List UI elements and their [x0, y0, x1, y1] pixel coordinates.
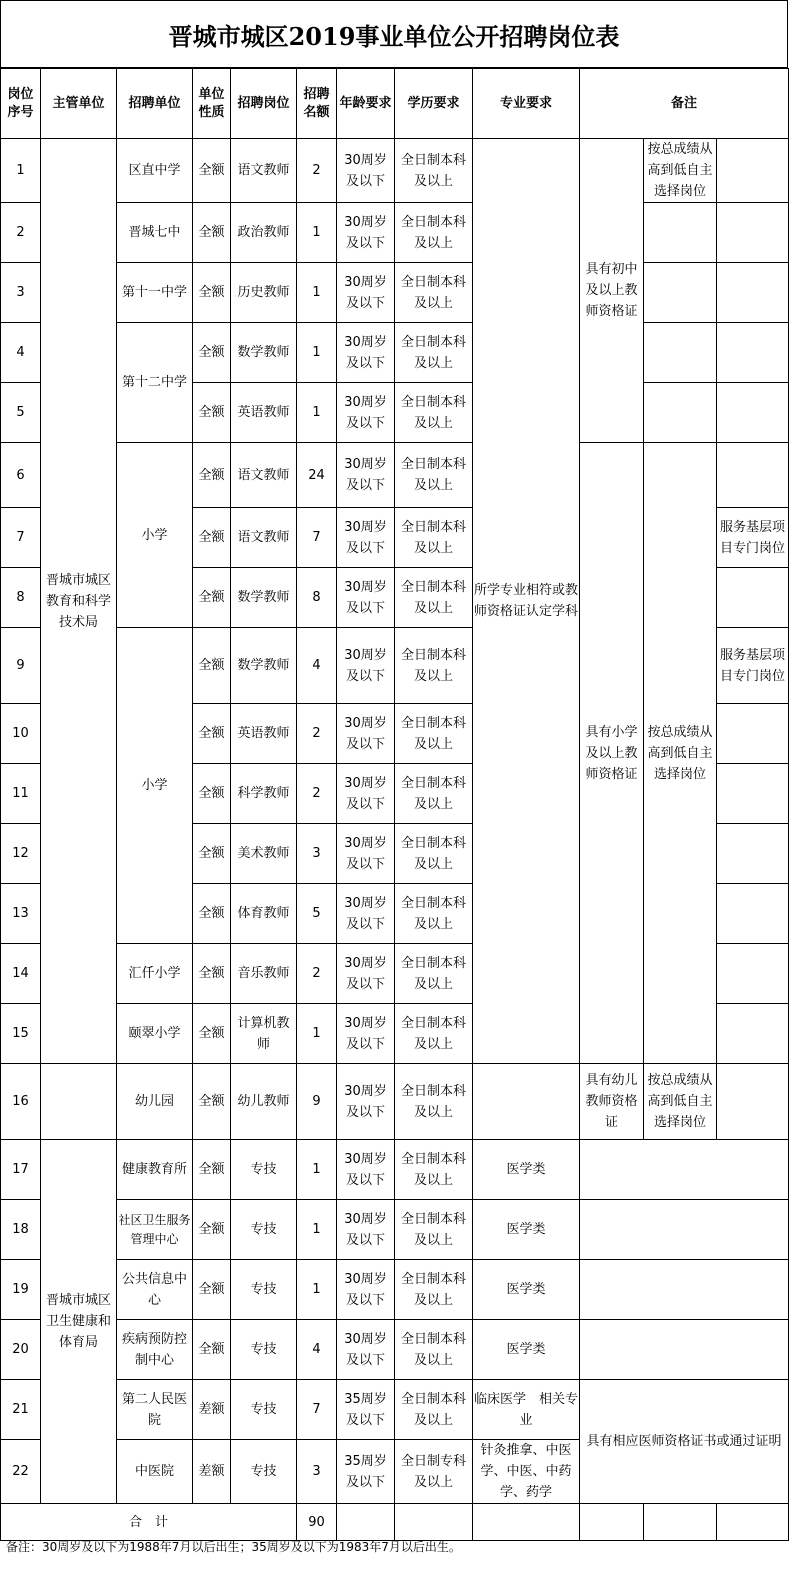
cell-unit: 健康教育所: [117, 1140, 193, 1200]
cell-age: 30周岁及以下: [337, 443, 395, 508]
cell-age: 30周岁及以下: [337, 383, 395, 443]
table-row: [1, 203, 789, 263]
cell-remark: [644, 263, 717, 323]
cell-unit: 区直中学: [117, 139, 193, 203]
cell-age: 35周岁及以下: [337, 1440, 395, 1504]
cell-seq: 2: [1, 203, 41, 263]
total-edu: [395, 1504, 473, 1541]
cell-age: 30周岁及以下: [337, 628, 395, 704]
cell-nature: 全额: [193, 383, 231, 443]
cell-unit: 第十二中学: [117, 323, 193, 443]
cell-seq: 11: [1, 764, 41, 824]
table-row: [1, 1064, 789, 1140]
cell-edu: 全日制本科及以上: [395, 323, 473, 383]
cell-edu: 全日制本科及以上: [395, 1004, 473, 1064]
table-row: [1, 443, 789, 508]
cell-unit: 晋城七中: [117, 203, 193, 263]
cell-nature: 全额: [193, 704, 231, 764]
cell-remark: 按总成绩从高到低自主选择岗位: [644, 443, 717, 1064]
cell-edu: 全日制本科及以上: [395, 568, 473, 628]
cell-remark-extra: [717, 704, 789, 764]
cell-remark-extra: [717, 944, 789, 1004]
cell-seq: 20: [1, 1320, 41, 1380]
cell-edu: 全日制本科及以上: [395, 139, 473, 203]
total-remark: [644, 1504, 717, 1541]
cell-post: 数学教师: [231, 568, 297, 628]
cell-nature: 全额: [193, 1064, 231, 1140]
header-unit: 招聘单位: [117, 69, 193, 139]
cell-count: 2: [297, 944, 337, 1004]
cell-edu: 全日制本科及以上: [395, 1380, 473, 1440]
cell-age: 30周岁及以下: [337, 1200, 395, 1260]
cell-post: 英语教师: [231, 383, 297, 443]
cell-post: 数学教师: [231, 628, 297, 704]
cell-count: 1: [297, 203, 337, 263]
cell-remark: [580, 1260, 789, 1320]
table-row: [1, 1320, 789, 1380]
cell-major: 所学专业相符或教师资格证认定学科: [473, 139, 580, 1064]
cell-major: 医学类: [473, 1260, 580, 1320]
cell-unit: 小学: [117, 443, 193, 628]
cell-age: 30周岁及以下: [337, 568, 395, 628]
cell-post: 计算机教师: [231, 1004, 297, 1064]
footnote: 备注：30周岁及以下为1988年7月以后出生；35周岁及以下为1983年7月以后出生。: [6, 1540, 461, 1554]
cell-edu: 全日制本科及以上: [395, 764, 473, 824]
cell-age: 30周岁及以下: [337, 1140, 395, 1200]
header-count: 招聘名额: [297, 69, 337, 139]
cell-remark-extra: [717, 884, 789, 944]
cell-unit: 汇仟小学: [117, 944, 193, 1004]
cell-count: 9: [297, 1064, 337, 1140]
cell-edu: 全日制专科及以上: [395, 1440, 473, 1504]
header-remark: 备注: [580, 69, 789, 139]
cell-seq: 15: [1, 1004, 41, 1064]
cell-nature: 全额: [193, 824, 231, 884]
cell-major: 针灸推拿、中医学、中医、中药学、药学: [473, 1440, 580, 1504]
cell-nature: 全额: [193, 1004, 231, 1064]
cell-post: 政治教师: [231, 203, 297, 263]
header-age: 年龄要求: [337, 69, 395, 139]
cell-count: 1: [297, 1200, 337, 1260]
cell-post: 科学教师: [231, 764, 297, 824]
cell-count: 2: [297, 139, 337, 203]
cell-unit: 幼儿园: [117, 1064, 193, 1140]
cell-nature: 差额: [193, 1380, 231, 1440]
cell-qual: 具有初中及以上教师资格证: [580, 139, 644, 443]
total-qual: [580, 1504, 644, 1541]
cell-age: 30周岁及以下: [337, 508, 395, 568]
cell-post: 专技: [231, 1380, 297, 1440]
cell-unit: 社区卫生服务管理中心: [117, 1200, 193, 1260]
cell-unit: 疾病预防控制中心: [117, 1320, 193, 1380]
cell-nature: 全额: [193, 508, 231, 568]
cell-edu: 全日制本科及以上: [395, 824, 473, 884]
cell-edu: 全日制本科及以上: [395, 1140, 473, 1200]
cell-seq: 6: [1, 443, 41, 508]
cell-post: 历史教师: [231, 263, 297, 323]
cell-nature: 全额: [193, 1320, 231, 1380]
cell-nature: 全额: [193, 568, 231, 628]
cell-remark: [644, 203, 717, 263]
cell-unit: 公共信息中心: [117, 1260, 193, 1320]
table-row: [1, 263, 789, 323]
cell-seq: 9: [1, 628, 41, 704]
cell-seq: 22: [1, 1440, 41, 1504]
cell-age: 30周岁及以下: [337, 1004, 395, 1064]
cell-unit: 颐翠小学: [117, 1004, 193, 1064]
table-row: [1, 1200, 789, 1260]
cell-edu: 全日制本科及以上: [395, 1320, 473, 1380]
cell-nature: 全额: [193, 944, 231, 1004]
header-edu: 学历要求: [395, 69, 473, 139]
cell-age: 30周岁及以下: [337, 824, 395, 884]
cell-seq: 21: [1, 1380, 41, 1440]
cell-count: 1: [297, 263, 337, 323]
cell-seq: 18: [1, 1200, 41, 1260]
cell-post: 语文教师: [231, 443, 297, 508]
cell-age: 30周岁及以下: [337, 263, 395, 323]
cell-remark: 按总成绩从高到低自主选择岗位: [644, 1064, 717, 1140]
cell-count: 1: [297, 1140, 337, 1200]
cell-remark-extra: [717, 383, 789, 443]
cell-edu: 全日制本科及以上: [395, 944, 473, 1004]
cell-count: 5: [297, 884, 337, 944]
cell-age: 30周岁及以下: [337, 704, 395, 764]
cell-nature: 全额: [193, 443, 231, 508]
recruitment-table: [0, 68, 789, 1541]
cell-seq: 19: [1, 1260, 41, 1320]
cell-dept: 晋城市城区教育和科学技术局: [41, 139, 117, 1064]
cell-nature: 全额: [193, 628, 231, 704]
cell-nature: 全额: [193, 884, 231, 944]
cell-qual: 具有小学及以上教师资格证: [580, 443, 644, 1064]
cell-qual: 具有相应医师资格证书或通过证明: [580, 1380, 789, 1504]
cell-remark: [580, 1200, 789, 1260]
cell-edu: 全日制本科及以上: [395, 1064, 473, 1140]
cell-nature: 全额: [193, 764, 231, 824]
header-post: 招聘岗位: [231, 69, 297, 139]
cell-post: 专技: [231, 1320, 297, 1380]
cell-unit: 中医院: [117, 1440, 193, 1504]
cell-edu: 全日制本科及以上: [395, 383, 473, 443]
cell-unit: 第十一中学: [117, 263, 193, 323]
cell-edu: 全日制本科及以上: [395, 1200, 473, 1260]
cell-seq: 4: [1, 323, 41, 383]
cell-nature: 全额: [193, 1140, 231, 1200]
cell-major: 医学类: [473, 1320, 580, 1380]
cell-post: 英语教师: [231, 704, 297, 764]
cell-remark-extra: [717, 263, 789, 323]
header-row: [1, 69, 789, 139]
cell-edu: 全日制本科及以上: [395, 443, 473, 508]
cell-post: 语文教师: [231, 508, 297, 568]
cell-seq: 7: [1, 508, 41, 568]
cell-age: 30周岁及以下: [337, 139, 395, 203]
cell-remark-extra: [717, 568, 789, 628]
table-row: [1, 1140, 789, 1200]
cell-count: 2: [297, 764, 337, 824]
cell-edu: 全日制本科及以上: [395, 508, 473, 568]
header-dept: 主管单位: [41, 69, 117, 139]
cell-seq: 5: [1, 383, 41, 443]
cell-count: 1: [297, 1004, 337, 1064]
cell-edu: 全日制本科及以上: [395, 628, 473, 704]
total-value: 90: [297, 1504, 337, 1541]
cell-remark: [580, 1140, 789, 1200]
cell-qual: 具有幼儿教师资格证: [580, 1064, 644, 1140]
cell-remark-extra: [717, 1004, 789, 1064]
cell-age: 35周岁及以下: [337, 1380, 395, 1440]
cell-count: 7: [297, 1380, 337, 1440]
cell-major: [473, 1064, 580, 1140]
cell-seq: 10: [1, 704, 41, 764]
cell-age: 30周岁及以下: [337, 944, 395, 1004]
cell-age: 30周岁及以下: [337, 884, 395, 944]
cell-edu: 全日制本科及以上: [395, 884, 473, 944]
total-age: [337, 1504, 395, 1541]
cell-post: 幼儿教师: [231, 1064, 297, 1140]
cell-age: 30周岁及以下: [337, 764, 395, 824]
cell-remark-extra: 服务基层项目专门岗位: [717, 508, 789, 568]
cell-seq: 16: [1, 1064, 41, 1140]
cell-edu: 全日制本科及以上: [395, 704, 473, 764]
cell-nature: 差额: [193, 1440, 231, 1504]
cell-count: 4: [297, 628, 337, 704]
cell-major: 医学类: [473, 1140, 580, 1200]
cell-major: 医学类: [473, 1200, 580, 1260]
cell-nature: 全额: [193, 139, 231, 203]
cell-post: 数学教师: [231, 323, 297, 383]
cell-count: 3: [297, 1440, 337, 1504]
cell-post: 美术教师: [231, 824, 297, 884]
cell-count: 8: [297, 568, 337, 628]
total-remark-extra: [717, 1504, 789, 1541]
cell-count: 1: [297, 323, 337, 383]
cell-seq: 8: [1, 568, 41, 628]
cell-count: 7: [297, 508, 337, 568]
cell-remark-extra: [717, 139, 789, 203]
cell-remark-extra: [717, 203, 789, 263]
cell-nature: 全额: [193, 1200, 231, 1260]
cell-post: 专技: [231, 1140, 297, 1200]
cell-unit: 小学: [117, 628, 193, 944]
cell-post: 专技: [231, 1200, 297, 1260]
cell-remark: 按总成绩从高到低自主选择岗位: [644, 139, 717, 203]
cell-post: 语文教师: [231, 139, 297, 203]
cell-edu: 全日制本科及以上: [395, 203, 473, 263]
total-label: 合 计: [1, 1504, 297, 1541]
cell-age: 30周岁及以下: [337, 203, 395, 263]
cell-remark-extra: 服务基层项目专门岗位: [717, 628, 789, 704]
cell-count: 1: [297, 383, 337, 443]
cell-age: 30周岁及以下: [337, 1064, 395, 1140]
cell-remark-extra: [717, 824, 789, 884]
header-seq: 岗位序号: [1, 69, 41, 139]
cell-seq: 17: [1, 1140, 41, 1200]
cell-seq: 13: [1, 884, 41, 944]
cell-edu: 全日制本科及以上: [395, 263, 473, 323]
cell-age: 30周岁及以下: [337, 1260, 395, 1320]
cell-post: 专技: [231, 1440, 297, 1504]
cell-age: 30周岁及以下: [337, 323, 395, 383]
table-row: [1, 139, 789, 203]
cell-dept: 晋城市城区卫生健康和体育局: [41, 1140, 117, 1504]
cell-count: 24: [297, 443, 337, 508]
cell-count: 1: [297, 1260, 337, 1320]
cell-remark: [644, 323, 717, 383]
cell-seq: 14: [1, 944, 41, 1004]
total-row: [1, 1504, 789, 1541]
cell-nature: 全额: [193, 323, 231, 383]
cell-post: 音乐教师: [231, 944, 297, 1004]
cell-remark: [644, 383, 717, 443]
cell-count: 2: [297, 704, 337, 764]
cell-major: 临床医学 相关专业: [473, 1380, 580, 1440]
cell-remark-extra: [717, 443, 789, 508]
cell-remark: [580, 1320, 789, 1380]
cell-remark-extra: [717, 323, 789, 383]
cell-seq: 3: [1, 263, 41, 323]
cell-remark-extra: [717, 1064, 789, 1140]
cell-seq: 1: [1, 139, 41, 203]
cell-edu: 全日制本科及以上: [395, 1260, 473, 1320]
table-row: [1, 323, 789, 383]
cell-remark-extra: [717, 764, 789, 824]
cell-count: 3: [297, 824, 337, 884]
header-major: 专业要求: [473, 69, 580, 139]
cell-seq: 12: [1, 824, 41, 884]
cell-post: 体育教师: [231, 884, 297, 944]
cell-age: 30周岁及以下: [337, 1320, 395, 1380]
cell-unit: 第二人民医院: [117, 1380, 193, 1440]
total-major: [473, 1504, 580, 1541]
sheet-title: 晋城市城区2019事业单位公开招聘岗位表: [0, 0, 788, 68]
table-row: [1, 1260, 789, 1320]
header-nature: 单位性质: [193, 69, 231, 139]
cell-count: 4: [297, 1320, 337, 1380]
cell-post: 专技: [231, 1260, 297, 1320]
cell-nature: 全额: [193, 1260, 231, 1320]
table-row: [1, 1380, 789, 1440]
cell-nature: 全额: [193, 203, 231, 263]
cell-nature: 全额: [193, 263, 231, 323]
cell-dept: [41, 1064, 117, 1140]
